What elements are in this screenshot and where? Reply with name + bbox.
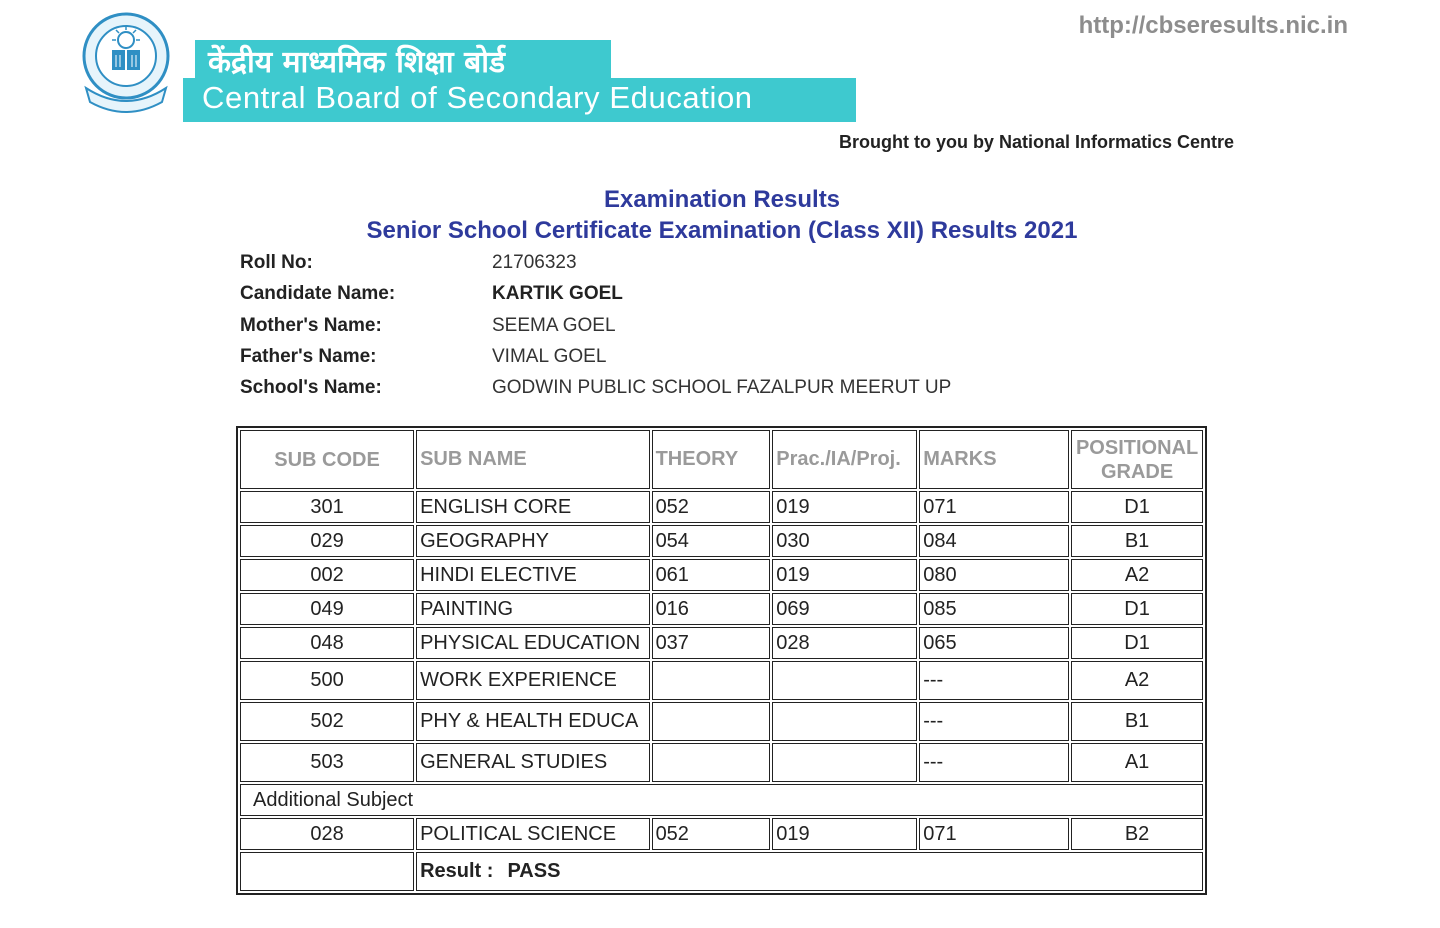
header-grade-line2: GRADE (1100, 460, 1174, 483)
sub-code-cell: 049 (240, 593, 414, 625)
theory-cell (652, 743, 771, 782)
sub-name-cell: POLITICAL SCIENCE (416, 818, 649, 850)
marks-cell: 085 (919, 593, 1069, 625)
page-title: Examination Results (603, 186, 841, 213)
table-row (240, 702, 1203, 741)
result-empty-cell (240, 852, 414, 891)
practical-cell: 030 (772, 525, 917, 557)
sub-code-cell: 029 (240, 525, 414, 557)
practical-cell (772, 743, 917, 782)
page-subtitle: Senior School Certificate Examination (Class XII) Results 2021 (366, 217, 1078, 244)
table-row (240, 491, 1203, 523)
results-table (236, 426, 1207, 895)
roll-value: 21706323 (492, 252, 577, 273)
theory-cell (652, 702, 771, 741)
sub-name-cell: HINDI ELECTIVE (416, 559, 649, 591)
grade-cell: A1 (1071, 743, 1203, 782)
father-name-label: Father's Name: (240, 346, 377, 367)
sub-name-cell: GENERAL STUDIES (416, 743, 649, 782)
additional-subject-label: Additional Subject (240, 784, 1203, 816)
school-name-label: School's Name: (240, 377, 382, 398)
header-grade-line1: POSITIONAL (1075, 436, 1199, 459)
header-practical: Prac./IA/Proj. (772, 430, 917, 489)
grade-cell: B1 (1071, 525, 1203, 557)
marks-cell: 084 (919, 525, 1069, 557)
marks-cell: 080 (919, 559, 1069, 591)
mother-name-label: Mother's Name: (240, 315, 382, 336)
theory-cell: 052 (652, 491, 771, 523)
marks-cell: --- (919, 702, 1069, 741)
theory-cell (652, 661, 771, 700)
practical-cell (772, 702, 917, 741)
marks-cell: --- (919, 743, 1069, 782)
roll-label: Roll No: (240, 252, 313, 273)
grade-cell: B2 (1071, 818, 1203, 850)
practical-cell: 069 (772, 593, 917, 625)
header-grade (1071, 430, 1203, 489)
practical-cell: 028 (772, 627, 917, 659)
sub-code-cell: 048 (240, 627, 414, 659)
sub-name-cell: PHY & HEALTH EDUCA (416, 702, 649, 741)
candidate-name-value: KARTIK GOEL (492, 283, 623, 304)
grade-cell: B1 (1071, 702, 1203, 741)
sub-code-cell: 503 (240, 743, 414, 782)
sub-name-cell: WORK EXPERIENCE (416, 661, 649, 700)
result-value: PASS (507, 860, 561, 882)
result-label: Result : (420, 860, 494, 882)
sub-code-cell: 028 (240, 818, 414, 850)
sub-code-cell: 500 (240, 661, 414, 700)
header-sub-name: SUB NAME (416, 430, 649, 489)
grade-cell: D1 (1071, 491, 1203, 523)
result-row (240, 852, 1203, 891)
grade-cell: D1 (1071, 593, 1203, 625)
grade-cell: D1 (1071, 627, 1203, 659)
theory-cell: 054 (652, 525, 771, 557)
marks-cell: 065 (919, 627, 1069, 659)
theory-cell: 061 (652, 559, 771, 591)
table-row (240, 559, 1203, 591)
sub-code-cell: 002 (240, 559, 414, 591)
header-theory: THEORY (652, 430, 771, 489)
result-cell (416, 852, 1203, 891)
father-name-value: VIMAL GOEL (492, 346, 607, 367)
table-row (240, 818, 1203, 850)
additional-subject-row (240, 784, 1203, 816)
candidate-name-label: Candidate Name: (240, 283, 396, 304)
sub-code-cell: 301 (240, 491, 414, 523)
sub-name-cell: PHYSICAL EDUCATION (416, 627, 649, 659)
table-row (240, 525, 1203, 557)
marks-cell: 071 (919, 491, 1069, 523)
practical-cell (772, 661, 917, 700)
sub-name-cell: PAINTING (416, 593, 649, 625)
table-row (240, 593, 1203, 625)
grade-cell: A2 (1071, 661, 1203, 700)
table-row (240, 661, 1203, 700)
cbse-logo-icon (78, 10, 174, 118)
school-name-value: GODWIN PUBLIC SCHOOL FAZALPUR MEERUT UP (492, 377, 952, 398)
board-name-english: Central Board of Secondary Education (202, 80, 753, 115)
table-row (240, 743, 1203, 782)
header-marks: MARKS (919, 430, 1069, 489)
site-url[interactable]: http://cbseresults.nic.in (1078, 12, 1348, 39)
sub-name-cell: GEOGRAPHY (416, 525, 649, 557)
practical-cell: 019 (772, 491, 917, 523)
theory-cell: 016 (652, 593, 771, 625)
board-name-hindi: केंद्रीय माध्यमिक शिक्षा बोर्ड (208, 45, 506, 80)
header-sub-code: SUB CODE (240, 430, 414, 489)
practical-cell: 019 (772, 559, 917, 591)
theory-cell: 037 (652, 627, 771, 659)
practical-cell: 019 (772, 818, 917, 850)
table-row (240, 627, 1203, 659)
marks-cell: 071 (919, 818, 1069, 850)
sub-code-cell: 502 (240, 702, 414, 741)
nic-credit: Brought to you by National Informatics Centre (838, 132, 1234, 152)
grade-cell: A2 (1071, 559, 1203, 591)
table-header-row (240, 430, 1203, 489)
theory-cell: 052 (652, 818, 771, 850)
marks-cell: --- (919, 661, 1069, 700)
mother-name-value: SEEMA GOEL (492, 315, 616, 336)
sub-name-cell: ENGLISH CORE (416, 491, 649, 523)
